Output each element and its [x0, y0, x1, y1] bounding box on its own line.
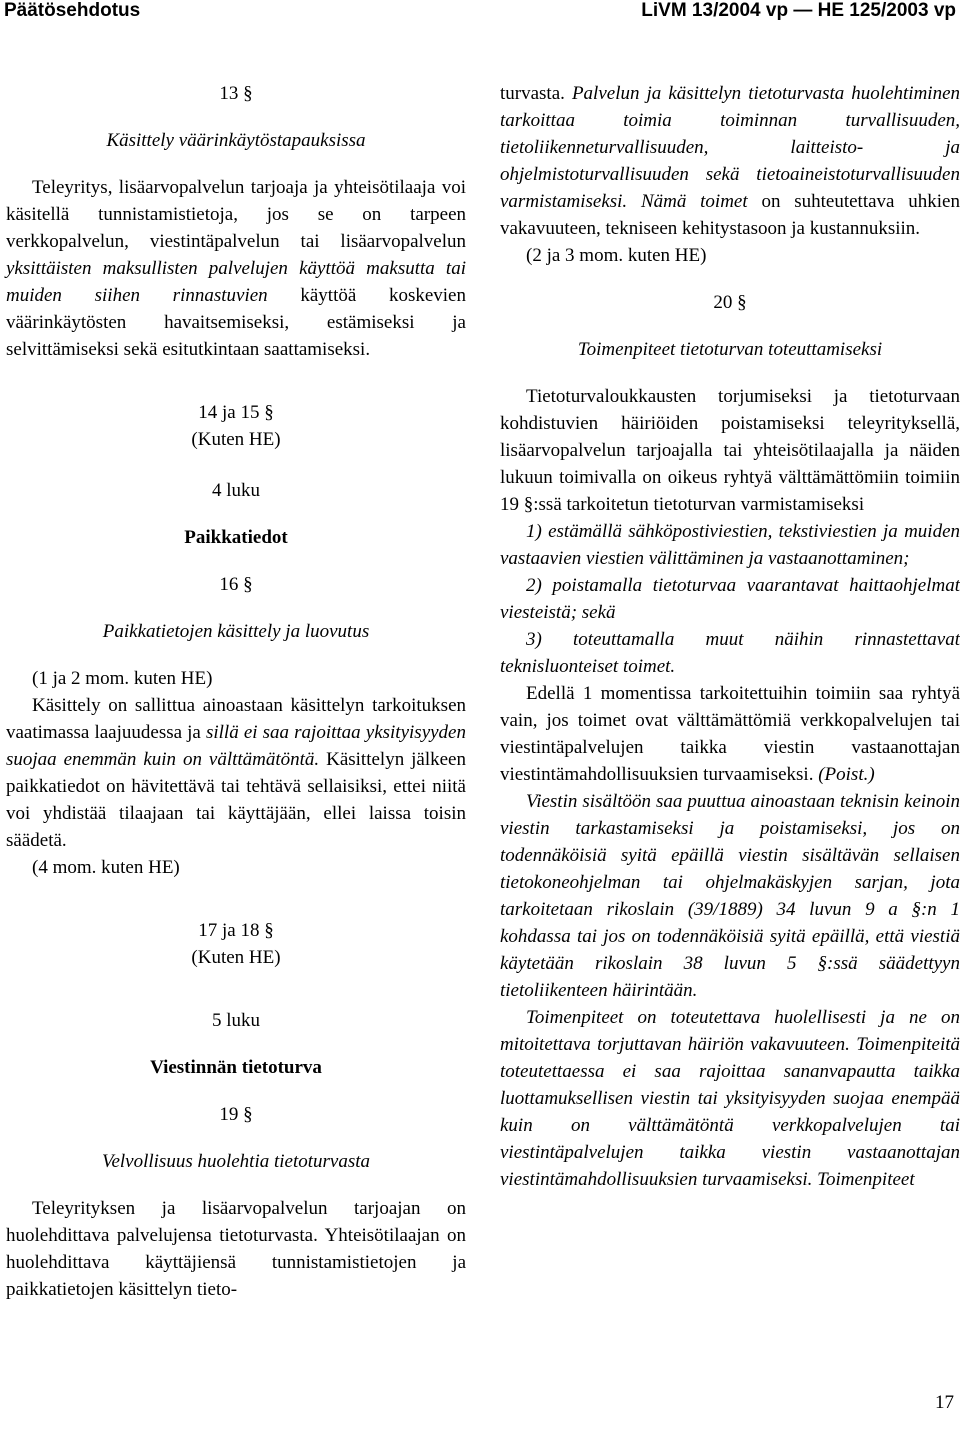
text-run-amended: yksittäisten maksullisten palvelujen käyttöä maksutta tai muiden siihen rinnastuvien [6, 258, 466, 306]
page-number: 17 [935, 1392, 954, 1413]
as-proposed-note: (Kuten HE) [191, 947, 281, 968]
left-column [6, 80, 466, 1303]
chapter-5-title: Viestinnän tietoturva [150, 1057, 322, 1078]
section-20-item-2: 2) poistamalla tietoturvaa vaarantavat haittaohjelmat viesteistä; sekä [500, 575, 960, 623]
text-run-amended: sillä ei saa rajoittaa yksityisyyden suojaa enemmän kuin on välttämätöntä. [6, 722, 466, 770]
section-20-item-1: 1) estämällä sähköpostiviestien, tekstiviestien ja muiden vastaavien viestien välittäminen ja vastaanottaminen; [500, 521, 960, 569]
section-20-number: 20 § [713, 292, 747, 313]
section-16-moment-note: (1 ja 2 mom. kuten HE) [32, 668, 213, 689]
right-column [500, 80, 960, 1193]
document-type: Päätösehdotus [4, 0, 141, 21]
section-13-title: Käsittely väärinkäytöstapauksissa [106, 130, 366, 151]
section-16-title: Paikkatietojen käsittely ja luovutus [102, 621, 370, 642]
as-proposed-note: (Kuten HE) [191, 429, 281, 450]
section-19-moment-note: (2 ja 3 mom. kuten HE) [526, 245, 707, 266]
section-19-number: 19 § [219, 1104, 253, 1125]
chapter-4-title: Paikkatiedot [184, 527, 288, 548]
chapter-4-number: 4 luku [211, 480, 261, 501]
document-reference: LiVM 13/2004 vp — HE 125/2003 vp [641, 0, 956, 21]
section-13-number: 13 § [219, 83, 253, 104]
section-17-18-number: 17 ja 18 § [198, 920, 274, 941]
text-run: käyttöä koskevien väärinkäytösten havaitsemiseksi, estämiseksi ja selvittämiseksi sekä esitutkintaan saattamiseksi. [6, 285, 466, 360]
section-20-paragraph-2 [500, 680, 960, 788]
text-run: on suhteutettava uhkien vakavuuteen, tekniseen kehitystasoon ja kustannuksiin. [500, 191, 960, 239]
text-run-amended: Palvelun ja käsittelyn tietoturvasta huolehtiminen tarkoittaa toimia toiminnan turvallisuuden, tietoliikenneturvallisuuden, laitteisto- ja ohjelmistoturvallisuuden sekä tietoaineistoturvallisuuden varmistamiseksi. Nämä toimet [500, 83, 960, 212]
section-20-paragraph-1: Tietoturvaloukkausten torjumiseksi ja tietoturvaan kohdistuvien häiriöiden poistamiseksi teleyrityksellä, lisäarvopalvelun tarjoajalla tai yhteisötilaajalla ja näiden lukuun toimivalla on oikeus ryhtyä välttämättömiin toimiin 19 §:ssä tarkoitetun tietoturvan varmistamiseksi [500, 386, 960, 515]
section-14-15-number: 14 ja 15 § [198, 402, 274, 423]
text-run: turvasta. [500, 83, 572, 104]
text-run-amended: (Poist.) [818, 764, 875, 785]
section-16-paragraph [6, 692, 466, 854]
page-header [0, 0, 960, 24]
text-run: Käsittelyn jälkeen paikkatiedot on hävitettävä tai tehtävä sellaisiksi, ettei niitä voi yhdistää tilaajaan tai käyttäjään, ellei laissa toisin säädetä. [6, 749, 466, 851]
section-19-title: Velvollisuus huolehtia tietoturvasta [101, 1151, 371, 1172]
section-20-item-3: 3) toteuttamalla muut näihin rinnastettavat teknisluonteiset toimet. [500, 629, 960, 677]
section-20-title: Toimenpiteet tietoturvan toteuttamiseksi [577, 339, 883, 360]
section-19-paragraph: Teleyrityksen ja lisäarvopalvelun tarjoajan on huolehdittava palvelujensa tietoturvasta. Yhteisötilaajan on huolehdittava käyttäjiensä tunnistamistietojen ja paikkatietojen käsittelyn tieto- [6, 1198, 466, 1300]
section-20-paragraph-3: Viestin sisältöön saa puuttua ainoastaan teknisin keinoin viestin tarkastamiseksi ja poistamiseksi, jos on todennäköisiä syitä epäillä viestin sisältävän sellaisen tietokoneohjelman tai ohjelmakäskyjen sarjan, jota tarkoitetaan rikoslain (39/1889) 34 luvun 9 a §:n 1 kohdassa tai jos on todennäköisiä syitä epäillä, että viestiä käytetään rikoslain 38 luvun 5 §:ssä säädettyyn tietoliikenteen häirintään. [500, 791, 960, 1001]
text-run: Edellä 1 momentissa tarkoitettuihin toimiin saa ryhtyä vain, jos toimet ovat välttämättömiä verkkopalvelujen tai viestintäpalvelujen taikka viestin vastaanottajan viestintämahdollisuuksien turvaamiseksi. [500, 683, 960, 785]
chapter-5-number: 5 luku [211, 1010, 261, 1031]
text-run: Käsittely on sallittua ainoastaan käsittelyn tarkoituksen vaatimassa laajuudessa ja [6, 695, 466, 743]
section-20-paragraph-4: Toimenpiteet on toteutettava huolellisesti ja ne on mitoitettava torjuttavan häiriön vakavuuteen. Toimenpiteitä toteutettaessa ei saa rajoittaa sananvapautta taikka luottamuksellisen viestin tai yksityisyyden suojaa enempää kuin on välttämätöntä verkkopalvelujen tai viestintäpalvelujen taikka viestin vastaanottajan viestintämahdollisuuksien turvaamiseksi. Toimenpiteet [500, 1007, 960, 1190]
section-16-moment-4-note: (4 mom. kuten HE) [32, 857, 180, 878]
section-16-number: 16 § [219, 574, 253, 595]
section-19-continuation [500, 80, 960, 242]
text-run: Teleyritys, lisäarvopalvelun tarjoaja ja yhteisötilaaja voi käsitellä tunnistamistietoja, jos se on tarpeen verkkopalvelun, viestintäpalvelun tai lisäarvopalvelun [6, 177, 466, 252]
section-13-paragraph [6, 174, 466, 363]
